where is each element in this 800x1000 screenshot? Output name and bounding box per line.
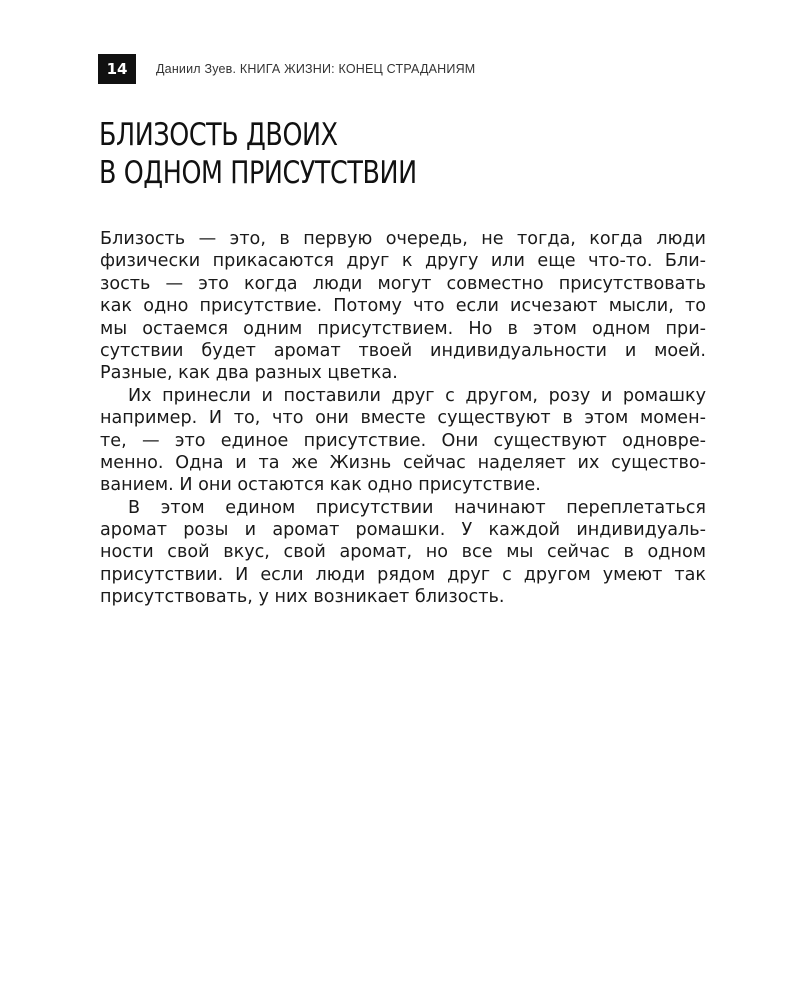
- text-line: физически прикасаются друг к другу или еще что-то. Бли-: [100, 251, 706, 272]
- text-line: зость — это когда люди могут совместно присутствовать: [100, 273, 706, 294]
- text-line: например. И то, что они вместе существуют в этом момен-: [100, 408, 706, 429]
- text-line: мы остаемся одним присутствием. Но в этом одном при-: [100, 318, 706, 339]
- chapter-title: [99, 116, 417, 192]
- chapter-title-line: В ОДНОМ ПРИСУТСТВИИ: [99, 155, 417, 191]
- text-line: ности свой вкус, свой аромат, но все мы сейчас в одном: [100, 542, 706, 563]
- paragraph: [100, 385, 706, 497]
- text-line: присутствовать, у них возникает близость.: [100, 587, 505, 608]
- text-line: те, — это единое присутствие. Они существуют одновре-: [100, 430, 706, 451]
- paragraph: [100, 497, 706, 609]
- text-line: Близость — это, в первую очередь, не тогда, когда люди: [100, 229, 706, 249]
- text-line: ванием. И они остаются как одно присутствие.: [100, 475, 541, 496]
- paragraph: [100, 228, 706, 385]
- page-header: [98, 54, 475, 84]
- text-line: менно. Одна и та же Жизнь сейчас наделяет их существо-: [100, 452, 706, 473]
- running-head: Даниил Зуев. КНИГА ЖИЗНИ: КОНЕЦ СТРАДАНИЯМ: [156, 62, 476, 76]
- body-text: [100, 228, 706, 609]
- text-line: присутствии. И если люди рядом друг с другом умеют так: [100, 564, 706, 585]
- text-line: Их принесли и поставили друг с другом, розу и ромашку: [128, 385, 706, 406]
- text-line: В этом едином присутствии начинают переплетаться: [128, 497, 706, 518]
- chapter-title-line: БЛИЗОСТЬ ДВОИХ: [99, 117, 338, 153]
- text-line: Разные, как два разных цветка.: [100, 363, 398, 384]
- page-number: 14: [98, 54, 136, 84]
- text-line: сутствии будет аромат твоей индивидуальности и моей.: [100, 340, 706, 361]
- text-line: аромат розы и аромат ромашки. У каждой индивидуаль-: [100, 520, 706, 541]
- text-line: как одно присутствие. Потому что если исчезают мысли, то: [100, 296, 706, 317]
